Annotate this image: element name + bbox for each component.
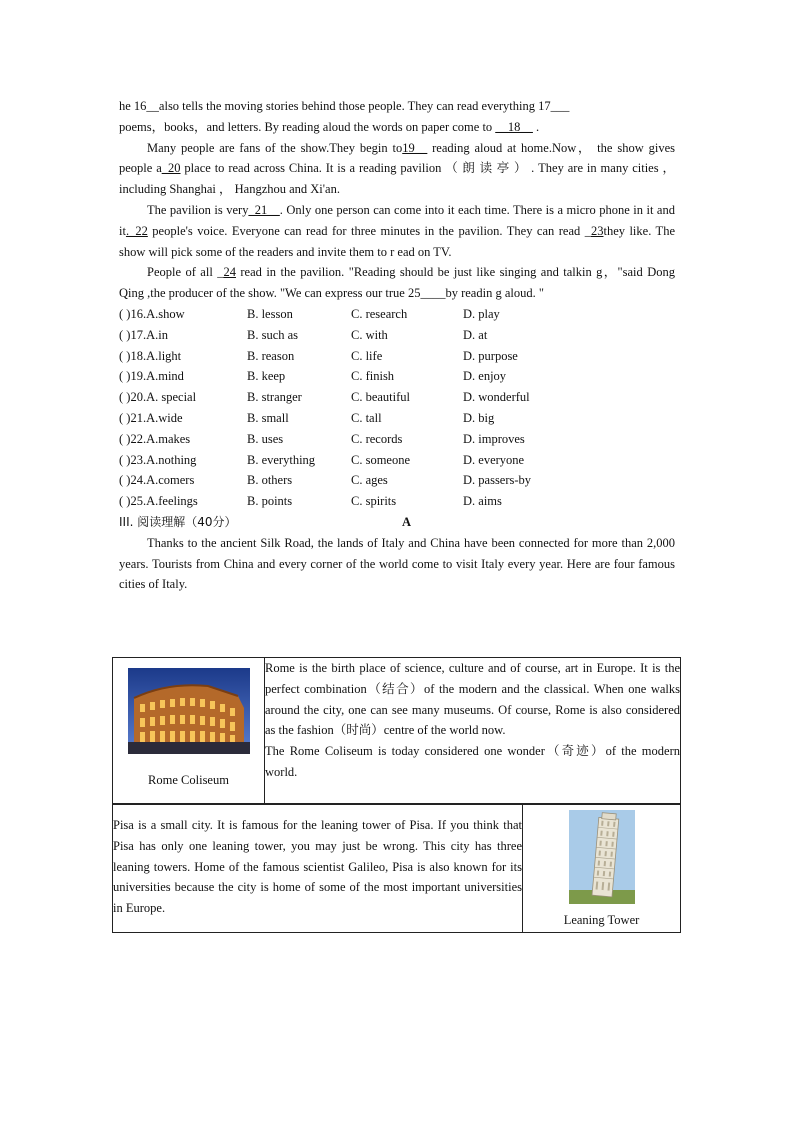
option-b[interactable]: B. stranger	[247, 390, 302, 405]
option-b[interactable]: B. lesson	[247, 306, 293, 321]
option-d[interactable]: D. purpose	[463, 348, 518, 363]
question-list	[119, 304, 675, 512]
option-a[interactable]: ( )18.A.light	[119, 348, 182, 363]
question-row	[119, 429, 675, 450]
coliseum-image	[128, 668, 250, 754]
cloze-text: place to read across China. It is a reading pavilion （ 朗 读 亭 ） . They are in many cities ， including Shanghai ， Hangzhou and Xi'an.	[119, 161, 676, 197]
cloze-text: reading aloud at home.Now， the show gives people a	[119, 140, 675, 176]
cloze-paragraph-2	[119, 138, 675, 200]
rome-description	[265, 658, 681, 804]
option-c[interactable]: C. ages	[351, 473, 388, 488]
option-b[interactable]: B. everything	[247, 452, 316, 467]
cloze-paragraph-4	[119, 262, 675, 304]
cloze-text: they like. The show will pick some of the readers and invite them to r ead on TV.	[119, 223, 675, 259]
question-row	[119, 325, 675, 346]
question-row	[119, 366, 675, 387]
question-row	[119, 387, 675, 408]
question-row	[119, 470, 675, 491]
option-c[interactable]: C. finish	[351, 369, 395, 384]
option-a[interactable]: ( )19.A.mind	[119, 369, 184, 384]
cloze-text: . Only one person can come into it each time. There is a micro phone in it and it	[119, 202, 675, 238]
option-d[interactable]: D. play	[463, 306, 500, 321]
section-title: III. 阅读理解（40分）	[119, 514, 237, 529]
option-c[interactable]: C. with	[351, 327, 388, 342]
cloze-text: poems，books，and letters. By reading aloud the words on paper come to	[119, 119, 493, 134]
question-row	[119, 450, 675, 471]
option-a[interactable]: ( )16.A.show	[119, 306, 185, 321]
option-d[interactable]: D. wonderful	[463, 390, 530, 405]
option-a[interactable]: ( )22.A.makes	[119, 431, 191, 446]
rome-image-cell	[113, 658, 265, 804]
cloze-text: read in the pavilion. "Reading should be just like singing and talkin g，"said Dong Qing ,the producer of the show. "We can express our true 25____by readin g aloud. "	[119, 265, 675, 301]
cloze-paragraph-3	[119, 200, 675, 262]
blank-21[interactable]: _21__	[248, 202, 280, 217]
option-d[interactable]: D. everyone	[463, 452, 525, 467]
option-d[interactable]: D. aims	[463, 494, 502, 509]
rome-text: Rome is the birth place of science, culture and of course, art in Europe. It is the perfect combination（结合）of the modern and the classical. When one walks around the city, one can see many museums. Of course, Rome is also considered as the fashion（时尚）centre of the world now.	[265, 661, 680, 738]
pisa-image-cell	[523, 805, 681, 933]
question-row	[119, 491, 675, 512]
pisa-caption: Leaning Tower	[563, 913, 640, 927]
option-a[interactable]: ( )24.A.comers	[119, 473, 195, 488]
passage-label: A	[402, 514, 412, 529]
cloze-text: people's voice. Everyone can read for three minutes in the pavilion. They can read _	[147, 223, 591, 238]
option-d[interactable]: D. at	[463, 327, 488, 342]
option-c[interactable]: C. life	[351, 348, 383, 363]
rome-text: The Rome Coliseum is today considered one wonder（奇迹）of the modern world.	[265, 744, 680, 779]
option-a[interactable]: ( )20.A. special	[119, 390, 197, 405]
option-c[interactable]: C. research	[351, 306, 408, 321]
blank-24[interactable]: 24	[223, 265, 236, 280]
page-body	[119, 96, 675, 595]
cloze-text: The pavilion is very	[147, 202, 249, 217]
option-b[interactable]: B. small	[247, 410, 289, 425]
option-d[interactable]: D. improves	[463, 431, 525, 446]
option-b[interactable]: B. others	[247, 473, 293, 488]
option-c[interactable]: C. someone	[351, 452, 411, 467]
option-c[interactable]: C. beautiful	[351, 390, 411, 405]
option-a[interactable]: ( )23.A.nothing	[119, 452, 197, 467]
cloze-text: People of all _	[147, 265, 224, 280]
cloze-text: Many people are fans of the show.They begin to	[147, 140, 403, 155]
option-a[interactable]: ( )25.A.feelings	[119, 494, 198, 509]
blank-19[interactable]: 19__	[402, 140, 428, 155]
blank-23[interactable]: 23	[590, 223, 604, 238]
blank-18[interactable]: __18__	[495, 119, 533, 134]
cloze-paragraph-1	[119, 96, 675, 138]
option-b[interactable]: B. reason	[247, 348, 295, 363]
option-a[interactable]: ( )21.A.wide	[119, 410, 183, 425]
option-d[interactable]: D. big	[463, 410, 495, 425]
option-b[interactable]: B. points	[247, 494, 293, 509]
option-c[interactable]: C. records	[351, 431, 403, 446]
blank-20[interactable]: _20	[161, 161, 181, 176]
question-row	[119, 346, 675, 367]
option-c[interactable]: C. spirits	[351, 494, 397, 509]
rome-table	[112, 657, 681, 804]
blank-22[interactable]: ._22	[125, 223, 148, 238]
section-heading	[119, 512, 675, 533]
option-c[interactable]: C. tall	[351, 410, 382, 425]
pisa-description: Pisa is a small city. It is famous for the leaning tower of Pisa. If you think that Pisa has only one leaning tower, you may just be wrong. This city has three leaning towers. Home of the famous scientist Galileo, Pisa is also known for its universities because the city is home of some of the most important universities in Europe.	[113, 805, 523, 933]
question-row	[119, 408, 675, 429]
option-b[interactable]: B. such as	[247, 327, 299, 342]
rome-caption: Rome Coliseum	[148, 773, 229, 787]
reading-intro: Thanks to the ancient Silk Road, the lands of Italy and China have been connected for more than 2,000 years. Tourists from China and every corner of the world come to visit Italy every year. Here are four famous cities of Italy.	[119, 535, 675, 592]
leaning-tower-image	[569, 810, 635, 904]
option-d[interactable]: D. enjoy	[463, 369, 507, 384]
option-b[interactable]: B. uses	[247, 431, 284, 446]
option-d[interactable]: D. passers-by	[463, 473, 532, 488]
cloze-text: he 16__also tells the moving stories behind those people. They can read everything 17___	[119, 99, 570, 113]
pisa-table	[112, 804, 681, 933]
question-row	[119, 304, 675, 325]
option-a[interactable]: ( )17.A.in	[119, 327, 168, 342]
cloze-text: .	[532, 119, 540, 134]
option-b[interactable]: B. keep	[247, 369, 286, 384]
